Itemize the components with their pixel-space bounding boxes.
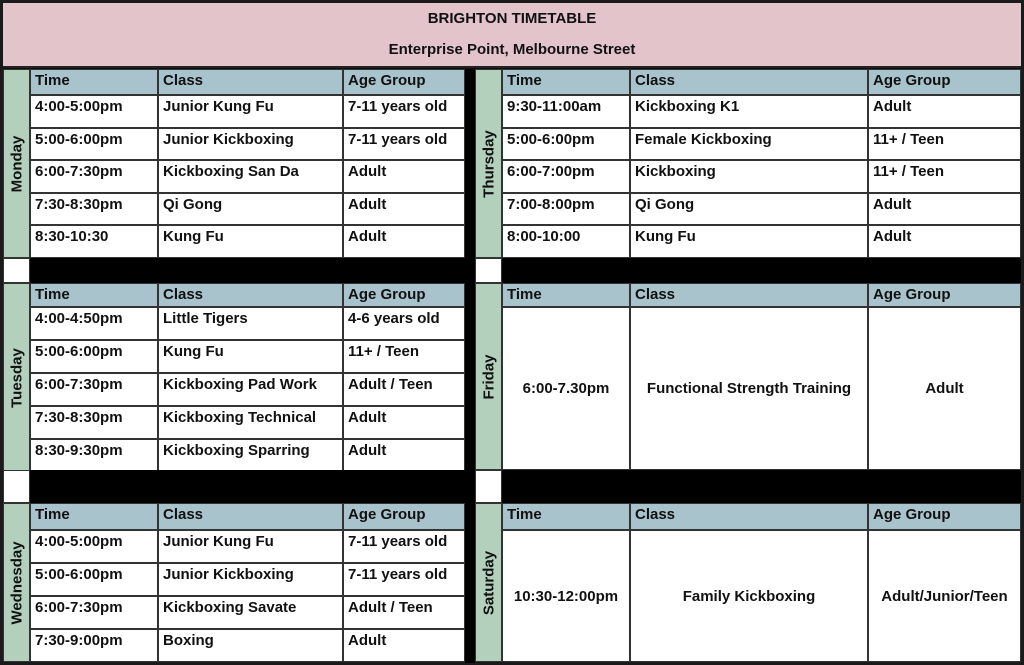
header-time: Time <box>502 283 630 307</box>
day-label-friday <box>475 283 502 470</box>
header-age-group: Age Group <box>343 503 465 530</box>
separator-bar <box>30 470 465 503</box>
age-group-cell: Adult / Teen <box>343 373 465 406</box>
spacer-cell <box>475 258 502 283</box>
time-cell: 7:30-8:30pm <box>30 193 158 226</box>
header-time: Time <box>30 69 158 95</box>
header-class: Class <box>630 503 868 530</box>
class-cell: Functional Strength Training <box>630 307 868 470</box>
class-cell: Kickboxing <box>630 160 868 193</box>
time-cell: 7:00-8:00pm <box>502 193 630 226</box>
age-group-cell: Adult <box>868 193 1021 226</box>
class-cell: Kickboxing Sparring <box>158 439 343 472</box>
day-label-tuesday <box>3 283 30 472</box>
time-cell: 8:30-9:30pm <box>30 439 158 472</box>
time-cell: 5:00-6:00pm <box>502 128 630 161</box>
age-group-cell: Adult <box>343 193 465 226</box>
age-group-cell: Adult/Junior/Teen <box>868 530 1021 662</box>
age-group-cell: 11+ / Teen <box>868 160 1021 193</box>
class-cell: Kickboxing Pad Work <box>158 373 343 406</box>
header-age-group: Age Group <box>343 69 465 95</box>
header-time: Time <box>502 69 630 95</box>
age-group-cell: 7-11 years old <box>343 563 465 596</box>
class-cell: Junior Kung Fu <box>158 530 343 563</box>
time-cell: 4:00-4:50pm <box>30 307 158 340</box>
day-name: Monday <box>8 135 25 192</box>
time-cell: 5:00-6:00pm <box>30 128 158 161</box>
header-class: Class <box>158 503 343 530</box>
age-group-cell: Adult <box>868 95 1021 128</box>
class-cell: Family Kickboxing <box>630 530 868 662</box>
time-cell: 6:00-7:30pm <box>30 596 158 629</box>
age-group-cell: Adult <box>868 225 1021 258</box>
class-cell: Junior Kickboxing <box>158 563 343 596</box>
header-time: Time <box>30 283 158 307</box>
class-cell: Qi Gong <box>158 193 343 226</box>
header-age-group: Age Group <box>868 283 1021 307</box>
spacer-cell <box>475 470 502 503</box>
age-group-cell: Adult <box>343 629 465 662</box>
age-group-cell: Adult <box>343 160 465 193</box>
class-cell: Boxing <box>158 629 343 662</box>
age-group-cell: 11+ / Teen <box>343 340 465 373</box>
day-label-monday <box>3 69 30 258</box>
class-cell: Female Kickboxing <box>630 128 868 161</box>
time-cell: 10:30-12:00pm <box>502 530 630 662</box>
location-subtitle: Enterprise Point, Melbourne Street <box>388 41 636 58</box>
age-group-cell: Adult <box>343 406 465 439</box>
separator-bar <box>502 258 1021 283</box>
age-group-cell: 7-11 years old <box>343 530 465 563</box>
day-name: Thursday <box>480 129 497 198</box>
time-cell: 6:00-7:30pm <box>30 373 158 406</box>
time-cell: 8:00-10:00 <box>502 225 630 258</box>
header-age-group: Age Group <box>868 503 1021 530</box>
spacer-cell <box>3 258 30 283</box>
column-divider <box>465 69 475 663</box>
class-cell: Junior Kickboxing <box>158 128 343 161</box>
separator-bar <box>30 258 465 283</box>
day-label-thursday <box>475 69 502 258</box>
time-cell: 4:00-5:00pm <box>30 95 158 128</box>
header-time: Time <box>30 503 158 530</box>
time-cell: 7:30-9:00pm <box>30 629 158 662</box>
class-cell: Kung Fu <box>158 225 343 258</box>
class-cell: Little Tigers <box>158 307 343 340</box>
class-cell: Kickboxing K1 <box>630 95 868 128</box>
header-class: Class <box>158 283 343 307</box>
class-cell: Kickboxing San Da <box>158 160 343 193</box>
header-class: Class <box>630 69 868 95</box>
timetable-header <box>3 3 1021 68</box>
time-cell: 7:30-8:30pm <box>30 406 158 439</box>
day-name: Tuesday <box>8 347 25 408</box>
class-cell: Kickboxing Technical <box>158 406 343 439</box>
class-cell: Kung Fu <box>630 225 868 258</box>
time-cell: 8:30-10:30 <box>30 225 158 258</box>
class-cell: Junior Kung Fu <box>158 95 343 128</box>
header-age-group: Age Group <box>343 283 465 307</box>
time-cell: 6:00-7.30pm <box>502 307 630 470</box>
page-title: BRIGHTON TIMETABLE <box>427 10 597 27</box>
header-class: Class <box>158 69 343 95</box>
class-cell: Qi Gong <box>630 193 868 226</box>
header-age-group: Age Group <box>868 69 1021 95</box>
spacer-cell <box>3 470 30 503</box>
day-name: Saturday <box>480 550 497 615</box>
time-cell: 4:00-5:00pm <box>30 530 158 563</box>
time-cell: 5:00-6:00pm <box>30 340 158 373</box>
age-group-cell: Adult <box>868 307 1021 470</box>
day-name: Friday <box>480 353 497 400</box>
time-cell: 6:00-7:30pm <box>30 160 158 193</box>
time-cell: 5:00-6:00pm <box>30 563 158 596</box>
header-time: Time <box>502 503 630 530</box>
time-cell: 6:00-7:00pm <box>502 160 630 193</box>
age-group-cell: 11+ / Teen <box>868 128 1021 161</box>
age-group-cell: Adult <box>343 439 465 472</box>
time-cell: 9:30-11:00am <box>502 95 630 128</box>
age-group-cell: Adult / Teen <box>343 596 465 629</box>
age-group-cell: 7-11 years old <box>343 128 465 161</box>
day-label-wednesday <box>3 503 30 662</box>
class-cell: Kickboxing Savate <box>158 596 343 629</box>
separator-bar <box>502 470 1021 503</box>
day-name: Wednesday <box>8 540 25 625</box>
age-group-cell: 4-6 years old <box>343 307 465 340</box>
class-cell: Kung Fu <box>158 340 343 373</box>
age-group-cell: Adult <box>343 225 465 258</box>
age-group-cell: 7-11 years old <box>343 95 465 128</box>
day-label-saturday <box>475 503 502 662</box>
header-class: Class <box>630 283 868 307</box>
